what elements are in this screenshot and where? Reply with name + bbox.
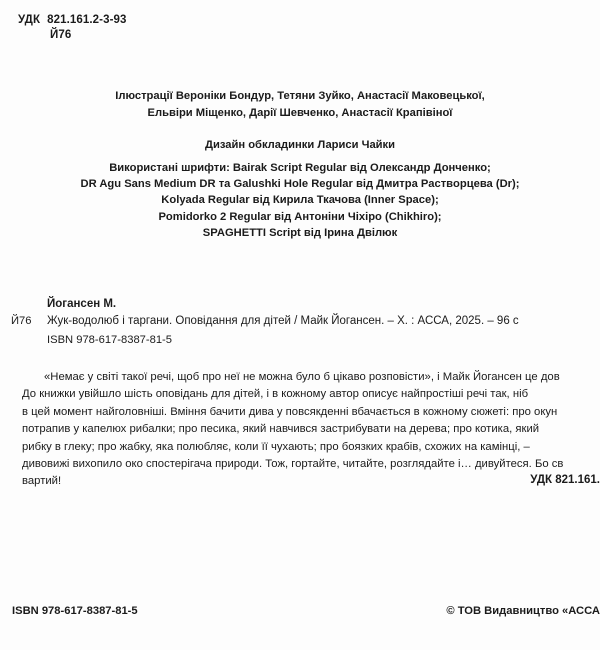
fonts-line-2: DR Agu Sans Medium DR та Galushki Hole Regular від Дмитра Раствopцева (Dr); xyxy=(80,178,520,191)
fonts-line-1: Використані шрифти: Bairak Script Regular від Олександр Донченко; xyxy=(109,162,491,174)
fonts-line-5: SPAGHETTI Script від Ірина Двілюк xyxy=(202,226,398,239)
illustrations-credit-line-1: Ілюстрації Вероніки Бондур, Тетяни Зуйко, Анастасії Маковецької, xyxy=(115,90,485,102)
udc-label: УДК xyxy=(18,14,41,26)
biblio-isbn: ISBN 978-617-8387-81-5 xyxy=(47,334,173,346)
annotation-line-4: потрапив у капелюх рибалки; про песика, який навчився застрибувати на дерева; про котика, який xyxy=(22,423,540,436)
udc-classification-bottom xyxy=(0,474,600,486)
udc-classification-top xyxy=(18,13,127,42)
annotation-line-6: дивовижі вихопило око спостерігача природи. Тож, гортайте, читайте, розглядайте і… дивуйтеся. Бо св xyxy=(22,458,564,471)
bibliographic-record xyxy=(0,296,600,351)
footer-copyright: © ТОВ Видавництво «АССА xyxy=(446,605,600,617)
biblio-author: Йогансен М. xyxy=(47,298,117,310)
credits-block xyxy=(0,88,600,154)
annotation-line-1: «Немає у світі такої речі, щоб про неї не можна було б цікаво розповісти», і Майк Йогансен це дов xyxy=(44,371,560,383)
annotation-line-2: До книжки увійшло шість оповідань для дітей, і в кожному автор описує найпростіші речі так, ніб xyxy=(22,388,529,401)
credits-spacer xyxy=(0,121,600,137)
udc-bottom-text: УДК 821.161. xyxy=(530,474,600,486)
annotation-line-5: рибку в глеку; про жабку, яка полюбляє, коли її чухають; про боязких крабів, схожих на камінці, – xyxy=(22,440,530,453)
biblio-shelf-index: Й76 xyxy=(11,315,32,327)
fonts-line-3: Kolyada Regular від Кирила Ткачова (Inner Space); xyxy=(161,194,439,207)
illustrations-credit-line-2: Ельвіри Міщенко, Дарії Шевченко, Анастасії Крапівіної xyxy=(147,106,453,119)
biblio-entry-row xyxy=(0,313,600,330)
annotation-paragraph xyxy=(22,369,600,491)
udc-index: Й76 xyxy=(50,28,72,41)
udc-code-row xyxy=(18,13,127,28)
udc-code: 821.161.2-3-93 xyxy=(47,14,127,26)
cover-design-credit: Дизайн обкладинки Лариси Чайки xyxy=(204,139,396,151)
annotation-line-3: в цей момент найголовніші. Вміння бачити дива у повсякденні вбачається в кожному сюжеті: про окун xyxy=(22,405,558,418)
biblio-entry-text: Жук-водолюб і таргани. Оповідання для дітей / Майк Йогансен. – Х. : АССА, 2025. – 96 с xyxy=(47,315,519,327)
annotation-line-7: вартий! xyxy=(22,475,62,488)
fonts-line-4: Pomidorko 2 Regular від Антоніни Чіхіро (Chikhiro); xyxy=(158,210,442,223)
fonts-used-block xyxy=(0,160,600,241)
footer-isbn: ISBN 978-617-8387-81-5 xyxy=(12,605,138,617)
